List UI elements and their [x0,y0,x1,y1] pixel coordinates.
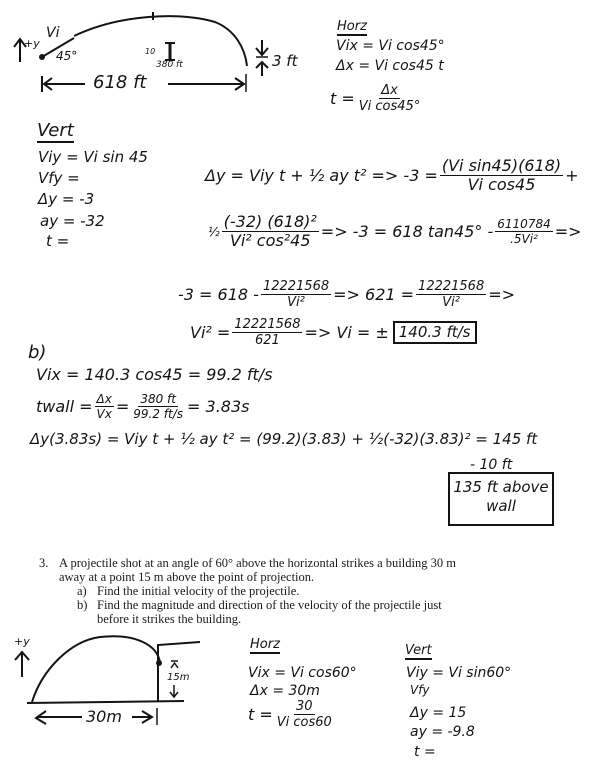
problem-number: 3. [39,556,49,570]
vert-line: Δy = 15 [410,705,467,721]
equation-text: Δy = Viy t + ½ ay t² => -3 = [205,165,438,185]
vert-heading: Vert [405,643,432,658]
fraction-denominator: Vi² [287,295,305,310]
equation-text: + [565,165,579,185]
angle-label: 45° [56,49,78,63]
horz-heading: Horz [337,19,367,34]
fraction-denominator: Vx [96,407,112,421]
part-text: Find the initial velocity of the projectile. [97,584,300,598]
vert-line: t = [414,744,436,760]
vert-line: t = [46,232,70,250]
fraction-denominator: Vi cos45° [358,99,421,114]
horz-line: Δx = Vi cos45 t [336,58,444,74]
distance-label: 30m [86,707,122,726]
final-answer-box [448,472,554,526]
fraction-numerator: 380 ft [140,392,176,406]
equation-text: ½ [208,224,220,239]
dy-line: Δy(3.83s) = Viy t + ½ ay t² = (99.2)(3.83) + ½(-32)(3.83)² = 145 ft [30,430,538,448]
fraction-denominator: 621 [254,333,280,348]
part-label: b) [77,598,88,612]
vert-line: ay = -9.8 [410,724,475,740]
fraction-denominator: Vi cos45 [467,175,536,194]
fraction-denominator: Vi cos60 [276,715,332,730]
fraction-denominator: .5Vi² [510,232,538,246]
fraction-numerator: 12221568 [262,279,330,294]
part-label: a) [77,584,87,598]
vert-line: Vfy [410,683,430,697]
wall-distance-label: 380 ft [156,60,183,70]
fraction-denominator: 99.2 ft/s [133,407,184,421]
fraction-numerator: (-32) (618)² [223,212,317,231]
equation-text: = 3.83s [187,396,250,416]
vert-line: Vfy = [38,169,80,187]
fraction-numerator: 6110784 [497,217,551,231]
range-label: 618 ft [93,72,147,93]
wall-height-label: 10 [145,47,156,56]
fraction-denominator: Vi² [442,295,460,310]
vert-line: Viy = Vi sin60° [406,665,512,681]
horz-line: Vix = Vi cos45° [336,38,445,54]
velocity-label: Vi [46,25,60,41]
vert-line: Δy = -3 [38,190,95,208]
horz-line: Vix = Vi cos60° [248,665,357,681]
height-diff-label: 3 ft [272,52,298,70]
axis-label: +y [14,635,30,648]
axis-label: +y [24,37,40,50]
fraction-numerator: (Vi sin45)(618) [441,156,562,175]
vert-line: Viy = Vi sin 45 [38,148,148,166]
fraction-numerator: 30 [296,699,313,714]
problem-text: away at a point 15 m above the point of projection. [59,570,315,584]
minus-line: - 10 ft [470,457,513,473]
answer-box: 140.3 ft/s [393,321,477,344]
equation-text: twall = [36,396,93,416]
equation-text: => Vi = ± [304,322,389,342]
fraction-numerator: Δx [96,392,112,406]
answer-line: 135 ft above [453,478,549,496]
vert-heading: Vert [37,120,74,141]
t-lhs: t = [248,704,273,724]
equation-text: => [488,284,516,304]
equation-text: -3 = 618 - [178,284,259,304]
fraction-numerator: 12221568 [234,317,301,332]
vix-line: Vix = 140.3 cos45 = 99.2 ft/s [36,365,273,384]
equation-text: => 621 = [333,284,415,304]
t-lhs: t = [330,88,355,108]
equation-text: => -3 = 618 tan45° - [320,221,494,241]
fraction-numerator: 12221568 [418,279,485,294]
vert-line: ay = -32 [40,212,105,230]
fraction-numerator: Δx [381,83,398,98]
equation-text: => [554,221,582,241]
horz-heading: Horz [250,637,280,652]
problem-text: A projectile shot at an angle of 60° above the horizontal strikes a building 30 m [59,556,456,570]
fraction-denominator: Vi² cos²45 [229,231,311,250]
answer-line: wall [486,497,516,515]
part-text: before it strikes the building. [97,612,242,626]
horz-line: Δx = 30m [250,683,320,699]
part-text: Find the magnitude and direction of the velocity of the projectile just [97,598,442,612]
part-b-label: b) [28,342,47,363]
equation-text: Vi² = [190,322,231,342]
height-label: 15m [167,672,190,683]
